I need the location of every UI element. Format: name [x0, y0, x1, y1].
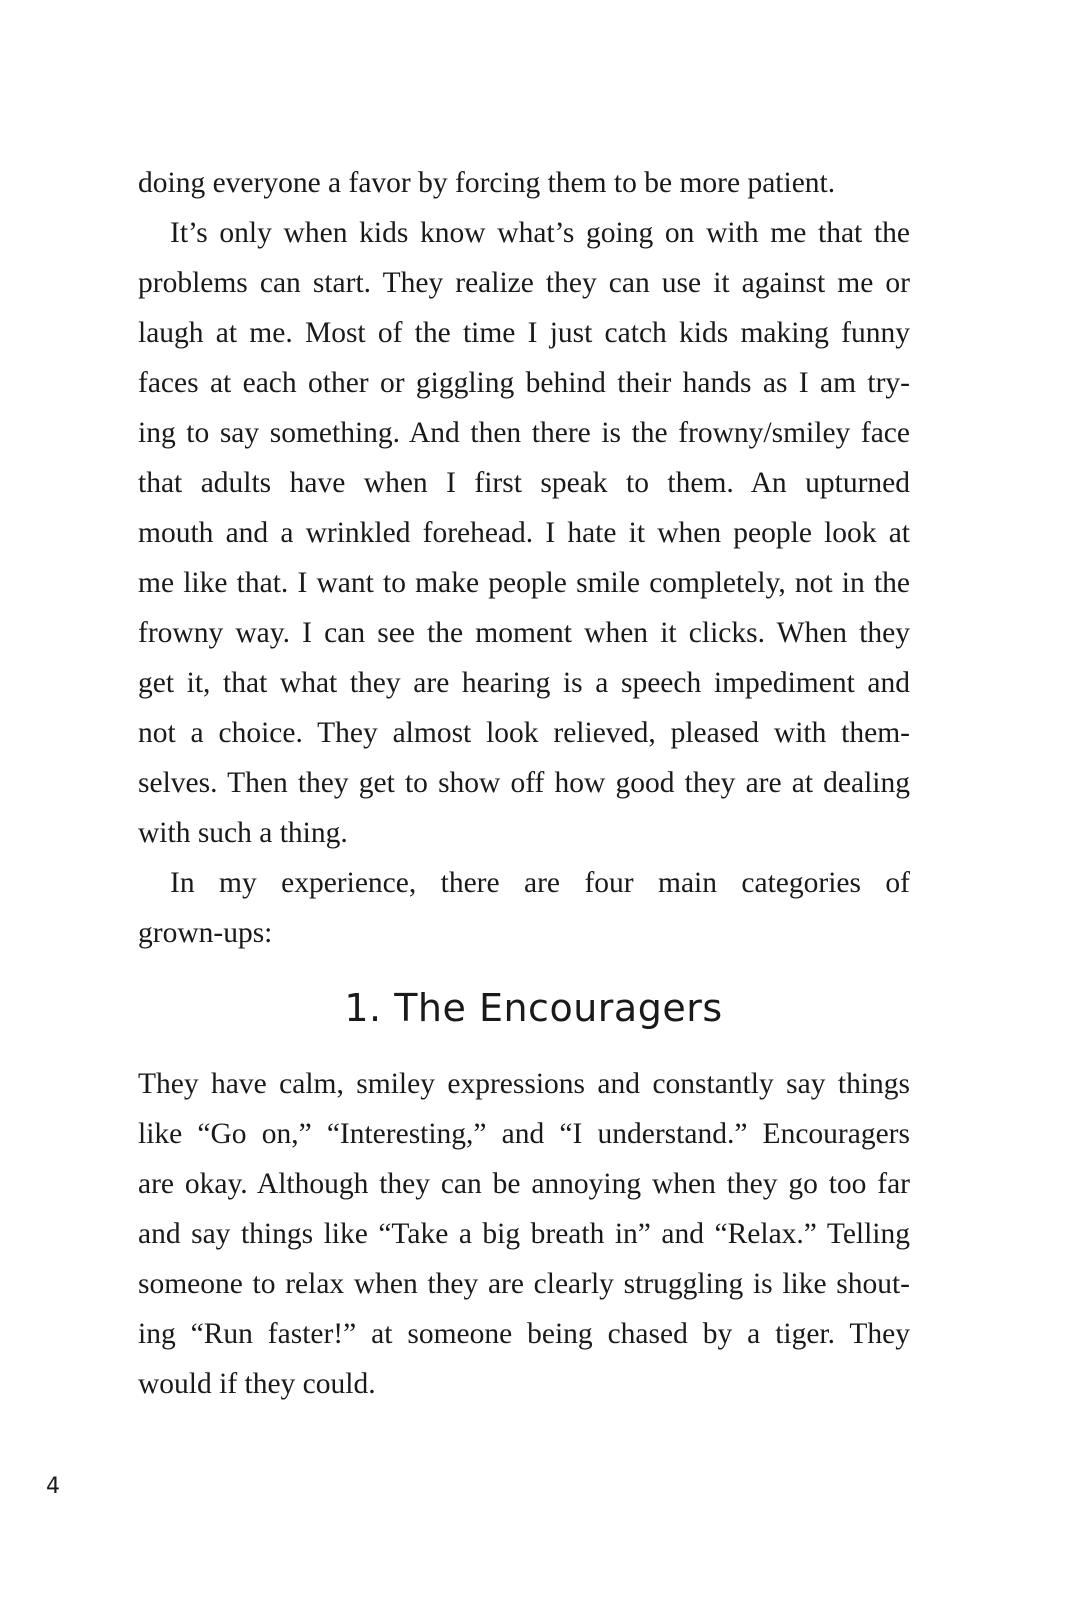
page-number: 4 — [46, 1474, 60, 1499]
paragraph-4-line-6: ing “Run faster!” at someone being chased by a tiger. They — [138, 1318, 910, 1350]
section-heading: 1. The Encouragers — [344, 986, 723, 1030]
paragraph-2-line-3: laugh at me. Most of the time I just catch kids making funny — [138, 317, 910, 349]
paragraph-2-line-8: me like that. I want to make people smile completely, not in the — [138, 567, 910, 599]
paragraph-4-line-3: are okay. Although they can be annoying when they go too far — [138, 1168, 910, 1200]
paragraph-2-line-10: get it, that what they are hearing is a speech impediment and — [138, 667, 910, 699]
paragraph-4-line-1: They have calm, smiley expressions and constantly say things — [138, 1068, 910, 1100]
paragraph-2-line-2: problems can start. They realize they can use it against me or — [138, 267, 910, 299]
paragraph-2-line-1: It’s only when kids know what’s going on with me that the — [170, 217, 910, 249]
paragraph-2-line-13: with such a thing. — [138, 817, 348, 849]
paragraph-3-line-1: In my experience, there are four main categories of — [170, 867, 910, 899]
paragraph-2-line-12: selves. Then they get to show off how good they are at dealing — [138, 767, 910, 799]
paragraph-2-line-11: not a choice. They almost look relieved, pleased with them- — [138, 717, 910, 749]
paragraph-2-line-5: ing to say something. And then there is the frowny/smiley face — [138, 417, 910, 449]
paragraph-4-line-5: someone to relax when they are clearly struggling is like shout- — [138, 1268, 910, 1300]
paragraph-2-line-7: mouth and a wrinkled forehead. I hate it when people look at — [138, 517, 910, 549]
paragraph-1-line-1: doing everyone a favor by forcing them to be more patient. — [138, 167, 836, 199]
paragraph-3-line-2: grown-ups: — [138, 917, 273, 949]
paragraph-4-line-2: like “Go on,” “Interesting,” and “I understand.” Encouragers — [138, 1118, 910, 1150]
paragraph-2-line-9: frowny way. I can see the moment when it clicks. When they — [138, 617, 910, 649]
paragraph-2-line-6: that adults have when I first speak to them. An upturned — [138, 467, 910, 499]
paragraph-4-line-7: would if they could. — [138, 1368, 376, 1400]
paragraph-2-line-4: faces at each other or giggling behind their hands as I am try- — [138, 367, 910, 399]
paragraph-4-line-4: and say things like “Take a big breath in” and “Relax.” Telling — [138, 1218, 910, 1250]
